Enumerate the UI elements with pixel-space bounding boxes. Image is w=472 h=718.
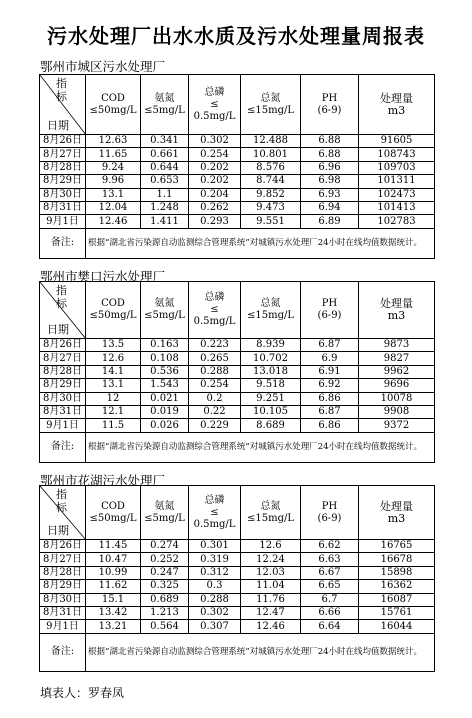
cod-cell: 12.1 [86, 405, 141, 418]
plant-name: 鄂州市樊口污水处理厂 [40, 269, 166, 284]
cod-header: COD ≤50mg/L [86, 486, 141, 540]
header-row [40, 75, 435, 135]
table-row [40, 392, 435, 405]
nitrogen-cell: 10.702 [241, 352, 301, 365]
ph-cell: 6.64 [301, 620, 359, 633]
note-text: 根据“湖北省污染源自动监测综合管理系统”对城镇污水处理厂24小时在线均值数据统计。 [86, 432, 435, 462]
ammonia-cell: 0.247 [141, 566, 189, 579]
cod-cell: 13.1 [86, 188, 141, 201]
ph-cell: 6.87 [301, 339, 359, 352]
phosphorus-cell: 0.254 [189, 148, 241, 161]
indicator-date-header [40, 486, 86, 540]
cod-cell: 13.21 [86, 620, 141, 633]
nitrogen-cell: 8.744 [241, 175, 301, 188]
ph-cell: 6.86 [301, 392, 359, 405]
ammonia-cell: 1.411 [141, 215, 189, 228]
plant-table [39, 485, 435, 672]
ph-cell: 6.7 [301, 593, 359, 606]
note-row [40, 432, 435, 462]
volume-cell: 16678 [359, 553, 435, 566]
nitrogen-cell: 12.03 [241, 566, 301, 579]
indicator-label: 指 标 [56, 284, 67, 310]
nitrogen-cell: 10.801 [241, 148, 301, 161]
volume-cell: 108743 [359, 148, 435, 161]
cod-cell: 15.1 [86, 593, 141, 606]
date-label: 日期 [47, 524, 69, 537]
table-row [40, 188, 435, 201]
cod-cell: 12.6 [86, 352, 141, 365]
phosphorus-cell: 0.265 [189, 352, 241, 365]
ammonia-cell: 0.689 [141, 593, 189, 606]
cod-cell: 13.1 [86, 379, 141, 392]
ammonia-cell: 1.1 [141, 188, 189, 201]
cod-cell: 14.1 [86, 365, 141, 378]
date-cell: 8月29日 [40, 175, 86, 188]
volume-header: 处理量 m3 [359, 486, 435, 540]
nitrogen-cell: 8.939 [241, 339, 301, 352]
ph-cell: 6.91 [301, 365, 359, 378]
ammonia-header: 氨氮 ≤5mg/L [141, 486, 189, 540]
phosphorus-cell: 0.301 [189, 540, 241, 553]
table-row [40, 580, 435, 593]
volume-cell: 16765 [359, 540, 435, 553]
volume-cell: 16087 [359, 593, 435, 606]
plant-table [39, 74, 435, 259]
date-cell: 8月29日 [40, 379, 86, 392]
date-cell: 8月30日 [40, 188, 86, 201]
phosphorus-cell: 0.302 [189, 135, 241, 148]
volume-header: 处理量 m3 [359, 282, 435, 339]
volume-cell: 91605 [359, 135, 435, 148]
nitrogen-cell: 9.473 [241, 201, 301, 214]
nitrogen-cell: 8.689 [241, 419, 301, 432]
date-cell: 8月28日 [40, 566, 86, 579]
cod-cell: 10.99 [86, 566, 141, 579]
nitrogen-cell: 9.852 [241, 188, 301, 201]
volume-header: 处理量 m3 [359, 75, 435, 135]
volume-cell: 9696 [359, 379, 435, 392]
ammonia-cell: 0.661 [141, 148, 189, 161]
table-row [40, 553, 435, 566]
date-cell: 8月28日 [40, 161, 86, 174]
plant-table [39, 281, 435, 463]
header-row [40, 282, 435, 339]
ammonia-cell: 0.653 [141, 175, 189, 188]
table-row [40, 405, 435, 418]
plant-name: 鄂州市花湖污水处理厂 [40, 473, 166, 488]
volume-cell: 9372 [359, 419, 435, 432]
ph-cell: 6.98 [301, 175, 359, 188]
phosphorus-cell: 0.293 [189, 215, 241, 228]
nitrogen-cell: 9.251 [241, 392, 301, 405]
volume-cell: 102473 [359, 188, 435, 201]
volume-cell: 109703 [359, 161, 435, 174]
phosphorus-cell: 0.307 [189, 620, 241, 633]
note-text: 根据“湖北省污染源自动监测综合管理系统”对城镇污水处理厂24小时在线均值数据统计。 [86, 633, 435, 671]
phosphorus-header: 总磷 ≤ 0.5mg/L [189, 75, 241, 135]
note-label: 备注: [40, 432, 86, 462]
date-cell: 8月26日 [40, 135, 86, 148]
indicator-date-header [40, 75, 86, 135]
date-cell: 8月28日 [40, 365, 86, 378]
volume-cell: 9908 [359, 405, 435, 418]
ph-cell: 6.63 [301, 553, 359, 566]
table-row [40, 161, 435, 174]
indicator-label: 指 标 [56, 77, 67, 103]
ammonia-cell: 0.026 [141, 419, 189, 432]
ph-header: PH (6-9) [301, 486, 359, 540]
cod-cell: 9.96 [86, 175, 141, 188]
ammonia-cell: 0.252 [141, 553, 189, 566]
table-row [40, 352, 435, 365]
ammonia-header: 氨氮 ≤5mg/L [141, 75, 189, 135]
note-label: 备注: [40, 633, 86, 671]
header-row [40, 486, 435, 540]
phosphorus-cell: 0.262 [189, 201, 241, 214]
ammonia-header: 氨氮 ≤5mg/L [141, 282, 189, 339]
nitrogen-cell: 9.518 [241, 379, 301, 392]
ammonia-cell: 1.543 [141, 379, 189, 392]
phosphorus-header: 总磷 ≤ 0.5mg/L [189, 486, 241, 540]
ph-cell: 6.92 [301, 379, 359, 392]
volume-cell: 15761 [359, 606, 435, 619]
phosphorus-cell: 0.302 [189, 606, 241, 619]
ph-header: PH (6-9) [301, 75, 359, 135]
note-label: 备注: [40, 228, 86, 258]
date-cell: 9月1日 [40, 620, 86, 633]
ph-cell: 6.65 [301, 580, 359, 593]
phosphorus-cell: 0.223 [189, 339, 241, 352]
phosphorus-cell: 0.2 [189, 392, 241, 405]
cod-cell: 12 [86, 392, 141, 405]
nitrogen-cell: 11.04 [241, 580, 301, 593]
ammonia-cell: 0.108 [141, 352, 189, 365]
date-label: 日期 [47, 119, 69, 132]
ammonia-cell: 0.325 [141, 580, 189, 593]
ammonia-cell: 1.248 [141, 201, 189, 214]
volume-cell: 9962 [359, 365, 435, 378]
cod-cell: 13.5 [86, 339, 141, 352]
volume-cell: 16044 [359, 620, 435, 633]
note-row [40, 633, 435, 671]
plant-name: 鄂州市城区污水处理厂 [40, 59, 166, 74]
date-cell: 8月27日 [40, 148, 86, 161]
ph-cell: 6.66 [301, 606, 359, 619]
phosphorus-cell: 0.254 [189, 379, 241, 392]
volume-cell: 9873 [359, 339, 435, 352]
cod-cell: 11.5 [86, 419, 141, 432]
phosphorus-cell: 0.3 [189, 580, 241, 593]
cod-cell: 13.42 [86, 606, 141, 619]
nitrogen-cell: 13.018 [241, 365, 301, 378]
table-row [40, 419, 435, 432]
note-text: 根据“湖北省污染源自动监测综合管理系统”对城镇污水处理厂24小时在线均值数据统计。 [86, 228, 435, 258]
ph-cell: 6.94 [301, 201, 359, 214]
date-cell: 8月29日 [40, 580, 86, 593]
nitrogen-cell: 12.6 [241, 540, 301, 553]
ph-cell: 6.88 [301, 135, 359, 148]
nitrogen-header: 总氮 ≤15mg/L [241, 75, 301, 135]
table-row [40, 566, 435, 579]
nitrogen-cell: 12.46 [241, 620, 301, 633]
phosphorus-cell: 0.288 [189, 365, 241, 378]
nitrogen-cell: 11.76 [241, 593, 301, 606]
table-row [40, 175, 435, 188]
cod-cell: 9.24 [86, 161, 141, 174]
ph-cell: 6.67 [301, 566, 359, 579]
volume-cell: 15898 [359, 566, 435, 579]
ph-cell: 6.89 [301, 215, 359, 228]
date-cell: 8月31日 [40, 405, 86, 418]
phosphorus-cell: 0.229 [189, 419, 241, 432]
ph-cell: 6.87 [301, 405, 359, 418]
nitrogen-cell: 12.47 [241, 606, 301, 619]
volume-cell: 9827 [359, 352, 435, 365]
volume-cell: 10078 [359, 392, 435, 405]
date-cell: 8月31日 [40, 201, 86, 214]
ammonia-cell: 0.341 [141, 135, 189, 148]
ph-cell: 6.96 [301, 161, 359, 174]
filler-label: 填表人：罗春凤 [40, 686, 125, 700]
indicator-label: 指 标 [56, 488, 67, 514]
phosphorus-cell: 0.288 [189, 593, 241, 606]
date-cell: 8月26日 [40, 339, 86, 352]
table-row [40, 540, 435, 553]
cod-cell: 12.63 [86, 135, 141, 148]
nitrogen-cell: 10.105 [241, 405, 301, 418]
ph-cell: 6.62 [301, 540, 359, 553]
phosphorus-cell: 0.202 [189, 161, 241, 174]
nitrogen-header: 总氮 ≤15mg/L [241, 486, 301, 540]
date-cell: 8月27日 [40, 553, 86, 566]
indicator-date-header [40, 282, 86, 339]
date-cell: 9月1日 [40, 419, 86, 432]
date-cell: 8月30日 [40, 392, 86, 405]
ammonia-cell: 1.213 [141, 606, 189, 619]
nitrogen-cell: 12.488 [241, 135, 301, 148]
table-row [40, 215, 435, 228]
table-row [40, 379, 435, 392]
cod-cell: 12.04 [86, 201, 141, 214]
cod-header: COD ≤50mg/L [86, 75, 141, 135]
table-row [40, 365, 435, 378]
nitrogen-cell: 9.551 [241, 215, 301, 228]
ammonia-cell: 0.163 [141, 339, 189, 352]
phosphorus-cell: 0.22 [189, 405, 241, 418]
date-label: 日期 [47, 323, 69, 336]
phosphorus-cell: 0.204 [189, 188, 241, 201]
cod-cell: 10.47 [86, 553, 141, 566]
note-row [40, 228, 435, 258]
ammonia-cell: 0.564 [141, 620, 189, 633]
cod-cell: 11.45 [86, 540, 141, 553]
ph-header: PH (6-9) [301, 282, 359, 339]
cod-cell: 11.65 [86, 148, 141, 161]
report-title: 污水处理厂出水水质及污水处理量周报表 [47, 24, 425, 48]
table-row [40, 339, 435, 352]
nitrogen-cell: 12.24 [241, 553, 301, 566]
table-row [40, 135, 435, 148]
volume-cell: 16362 [359, 580, 435, 593]
phosphorus-cell: 0.312 [189, 566, 241, 579]
phosphorus-cell: 0.319 [189, 553, 241, 566]
nitrogen-cell: 8.576 [241, 161, 301, 174]
date-cell: 8月26日 [40, 540, 86, 553]
table-row [40, 620, 435, 633]
ph-cell: 6.93 [301, 188, 359, 201]
date-cell: 8月30日 [40, 593, 86, 606]
phosphorus-cell: 0.202 [189, 175, 241, 188]
volume-cell: 101413 [359, 201, 435, 214]
table-row [40, 593, 435, 606]
table-row [40, 606, 435, 619]
cod-cell: 12.46 [86, 215, 141, 228]
ammonia-cell: 0.644 [141, 161, 189, 174]
volume-cell: 101311 [359, 175, 435, 188]
table-row [40, 201, 435, 214]
ph-cell: 6.86 [301, 419, 359, 432]
date-cell: 9月1日 [40, 215, 86, 228]
ph-cell: 6.88 [301, 148, 359, 161]
volume-cell: 102783 [359, 215, 435, 228]
table-row [40, 148, 435, 161]
phosphorus-header: 总磷 ≤ 0.5mg/L [189, 282, 241, 339]
date-cell: 8月27日 [40, 352, 86, 365]
nitrogen-header: 总氮 ≤15mg/L [241, 282, 301, 339]
ammonia-cell: 0.536 [141, 365, 189, 378]
ammonia-cell: 0.274 [141, 540, 189, 553]
ammonia-cell: 0.021 [141, 392, 189, 405]
date-cell: 8月31日 [40, 606, 86, 619]
cod-header: COD ≤50mg/L [86, 282, 141, 339]
cod-cell: 11.62 [86, 580, 141, 593]
ph-cell: 6.9 [301, 352, 359, 365]
ammonia-cell: 0.019 [141, 405, 189, 418]
